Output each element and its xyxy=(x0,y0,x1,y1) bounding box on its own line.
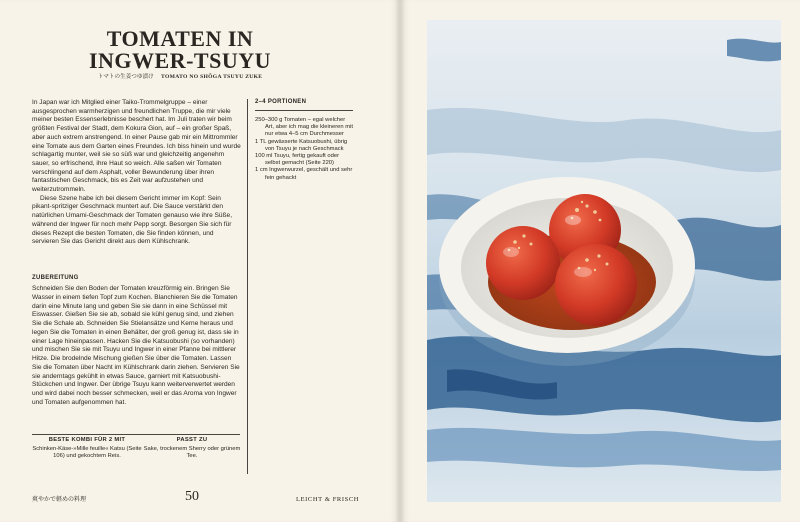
ingredients-list xyxy=(255,117,355,182)
best-combo-heading: BESTE KOMBI FÜR 2 MIT xyxy=(48,437,126,443)
page-number: 50 xyxy=(185,489,199,504)
ingredients-panel xyxy=(255,99,355,182)
subtitle-romaji: TOMATO NO SHŌGA TSUYU ZUKE xyxy=(161,74,263,80)
ingredient-item: 250–300 g Tomaten – egal welcher Art, aber ich mag die kleineren mit nur etwa 4–5 cm Durchmesser xyxy=(255,117,353,138)
footer-section-title: LEICHT & FRISCH xyxy=(296,496,360,503)
method-text: Schneiden Sie den Boden der Tomaten kreuzförmig ein. Bringen Sie Wasser in einem tiefen Topf zum Kochen. Blanchieren Sie die Tomaten darin eine Minute lang und geben Sie sie dann in eine Schüssel mit Eiswasser. Gießen Sie sie ab, sobald sie kühl genug sind, und ziehen Sie die Schale ab. Schneiden Sie Stielansätze und Kerne heraus und legen Sie die Tomaten in einen Behälter, der groß genug ist, dass sie in einer Lage hineinpassen. Hacken Sie die Katsuobushi (so vorhanden) und mischen Sie sie mit Tsuyu und Ingwer in einer Pfanne bei mittlerer Hitze. Die brodelnde Mischung gießen Sie über die Tomaten. Lassen Sie die Tomaten über Nacht im Kühlschrank darin ziehen. Servieren Sie sie anderntags gekühlt in etwas Sauce, garniert mit Katsuobushi-Stückchen und Ingwer. Der übrige Tsuyu kann weiterverwertet werden und wird dabei noch besser schmecken, weil er das Aroma von Ingwer und Tomaten aufgenommen hat. xyxy=(32,285,240,406)
pairs-with-text: Sake, trockenem Sherry oder grünem Tee. xyxy=(143,446,241,459)
pairs-with-box xyxy=(142,437,242,460)
ingredient-item: 1 cm Ingwerwurzel, geschält und sehr fein gehackt xyxy=(255,167,353,181)
intro-paragraph: Diese Szene habe ich bei diesem Gericht immer im Kopf: Sein pikant-spritziger Geschmack muntert auf. Die Sauce verstärkt den natürlichen Umami-Geschmack der Tomaten genauso wie ihre Süße, während der Ingwer für noch mehr Pepp sorgt. Besorgen Sie sich für dieses Rezept die besten Tomaten, die Sie finden können, und servieren Sie das Gericht direkt aus dem Kühlschrank. xyxy=(32,194,233,246)
intro-paragraph: In Japan war ich Mitglied einer Taiko-Trommelgruppe – einer ausgesprochen warmherzigen und freundlichen Truppe, die mir viele meiner besten Essenserlebnisse beschert hat. Im Juli traten wir beim größten Festival der Stadt, dem Kokura Gion, auf – ein großer Spaß, aber auch extrem anstrengend. In einer Pause gab mir ein Mittrommler eine Tomate aus dem Garten eines Freundes. Ich biss hinein und wurde schlagartig munter, weil sie so süß war und gleichzeitig angenehm sauer, so erfrischend, ihre Haut so weich. Alle saßen wir Tomaten verschlingend auf dem Asphalt, voller Bewunderung über ihren fantastischen Geschmack, bis es Zeit war aufzustehen und weiterzutrommeln. xyxy=(32,99,241,194)
recipe-title-line1: TOMATEN IN xyxy=(106,26,254,51)
recipe-subtitle xyxy=(30,72,330,80)
left-page xyxy=(0,0,399,522)
subtitle-japanese: トマトの生姜つゆ漬け xyxy=(97,74,154,80)
intro-text xyxy=(32,99,242,247)
method-heading: ZUBEREITUNG xyxy=(32,275,79,281)
column-divider xyxy=(247,99,248,474)
ingredient-item: 1 TL gewässerte Katsuobushi, übrig von Tsuyu je nach Geschmack xyxy=(255,138,348,152)
pairs-with-heading: PASST ZU xyxy=(176,437,208,443)
footer-japanese-label: 爽やかで軽めの料理 xyxy=(32,496,87,503)
pairing-rule xyxy=(32,434,240,435)
servings-heading: 2–4 PORTIONEN xyxy=(255,99,307,105)
ingredients-rule xyxy=(255,110,353,111)
tomato xyxy=(555,244,637,326)
best-combo-text: Schinken-Käse-»Mille feuille« Katsu (Seite 106) und gekochtem Reis. xyxy=(32,446,142,459)
best-combo-box xyxy=(32,437,142,460)
recipe-title xyxy=(30,28,330,72)
ingredient-item: 100 ml Tsuyu, fertig gekauft oder selbst gemacht (Seite 220) xyxy=(255,153,339,167)
recipe-title-line2: INGWER-TSUYU xyxy=(88,48,272,73)
tomato-bowl-photo xyxy=(427,20,781,502)
